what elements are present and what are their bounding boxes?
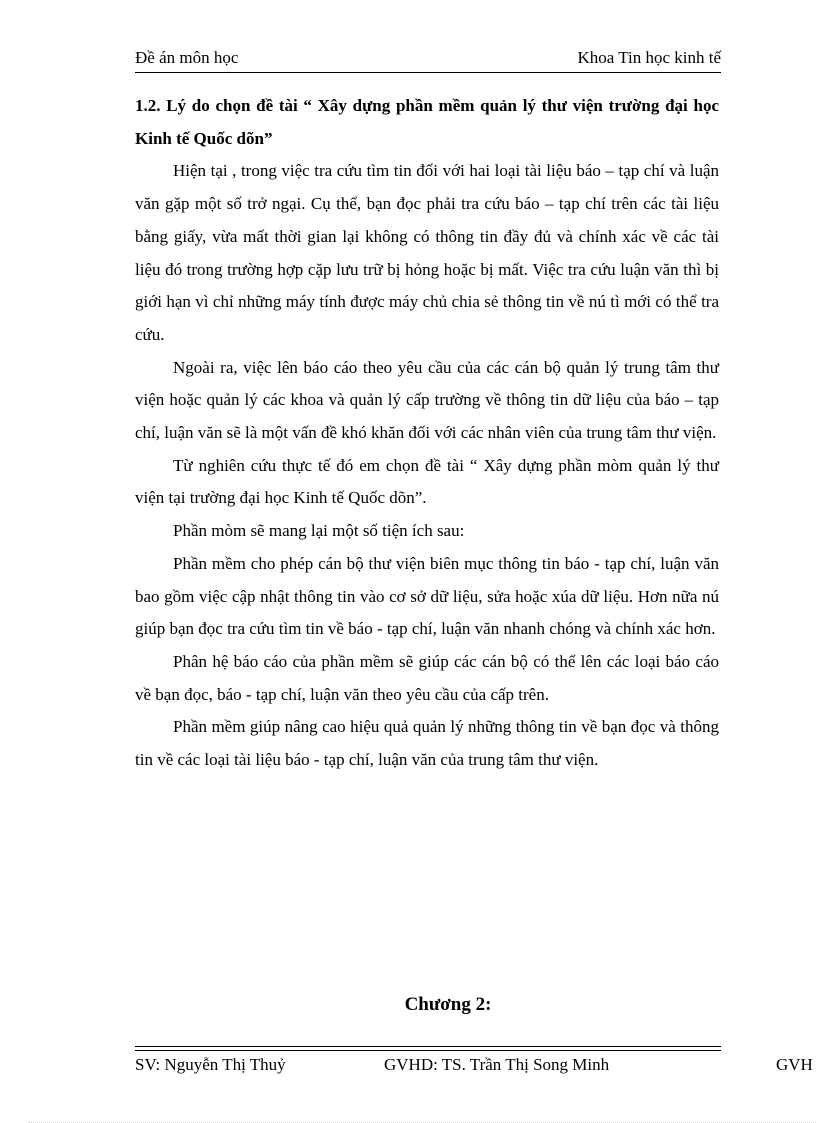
page-header <box>135 48 721 74</box>
section-title: 1.2. Lý do chọn đề tài “ Xây dựng phần mềm quản lý thư viện trường đại học Kinh tế Quốc dõn” <box>135 96 719 148</box>
footer-divider-top <box>135 1046 721 1047</box>
paragraph: Phân hệ báo cáo của phần mềm sẽ giúp các cán bộ có thể lên các loại báo cáo về bạn đọc, báo - tạp chí, luận văn theo yêu cầu của cấp trên. <box>135 651 719 704</box>
paragraph: Từ nghiên cứu thực tế đó em chọn đề tài “ Xây dựng phần mòm quản lý thư viện tại trường đại học Kinh tế Quốc dõn”. <box>135 455 719 508</box>
footer-advisor-name: GVHD: TS. Trần Thị Song Minh <box>384 1055 610 1074</box>
paragraph: Phần mòm sẽ mang lại một số tiện ích sau: <box>173 521 465 541</box>
page-footer <box>0 1055 816 1079</box>
footer-student-name: SV: Nguyễn Thị Thuỷ <box>135 1055 286 1074</box>
header-course-label: Đề án môn học <box>135 48 239 67</box>
chapter-heading-text: Chương 2: <box>404 994 492 1015</box>
chapter-heading <box>0 994 816 1016</box>
paragraph: Phần mềm giúp nâng cao hiệu quả quản lý những thông tin về bạn đọc và thông tin về các loại tài liệu báo - tạp chí, luận văn của trung tâm thư viện. <box>135 717 719 770</box>
header-divider <box>135 72 721 73</box>
header-faculty-label: Khoa Tin học kinh tế <box>577 48 721 67</box>
section-body <box>135 90 719 777</box>
footer-advisor-cutoff: GVH <box>776 1055 813 1074</box>
paragraph: Phần mềm cho phép cán bộ thư viện biên mục thông tin báo - tạp chí, luận văn bao gồm việc cập nhật thông tin vào cơ sở dữ liệu, sửa hoặc xúa dữ liệu. Hơn nữa nú giúp bạn đọc tra cứu tìm tin về báo - tạp chí, luận văn nhanh chóng và chính xác hơn. <box>135 553 719 639</box>
paragraph: Ngoài ra, việc lên báo cáo theo yêu cầu của các cán bộ quản lý trung tâm thư viện hoặc quản lý các khoa và quản lý cấp trường về thông tin dữ liệu của báo – tạp chí, luận văn sẽ là một vấn đề khó khăn đối với các nhân viên của trung tâm thư viện. <box>135 357 719 443</box>
paragraph: Hiện tại , trong việc tra cứu tìm tin đối với hai loại tài liệu báo – tạp chí và luận văn gặp một số trở ngại. Cụ thể, bạn đọc phải tra cứu báo – tạp chí trên các tài liệu bằng giấy, vừa mất thời gian lại không có thông tin đầy đủ và chính xác về các tài liệu đó trong trường hợp cặp lưu trữ bị hỏng hoặc bị mất. Việc tra cứu luận văn thì bị giới hạn vì chỉ những máy tính được máy chủ chia sẻ thông tin về nú tì mới có thể tra cứu. <box>135 161 719 344</box>
footer-divider-bottom <box>135 1050 721 1051</box>
